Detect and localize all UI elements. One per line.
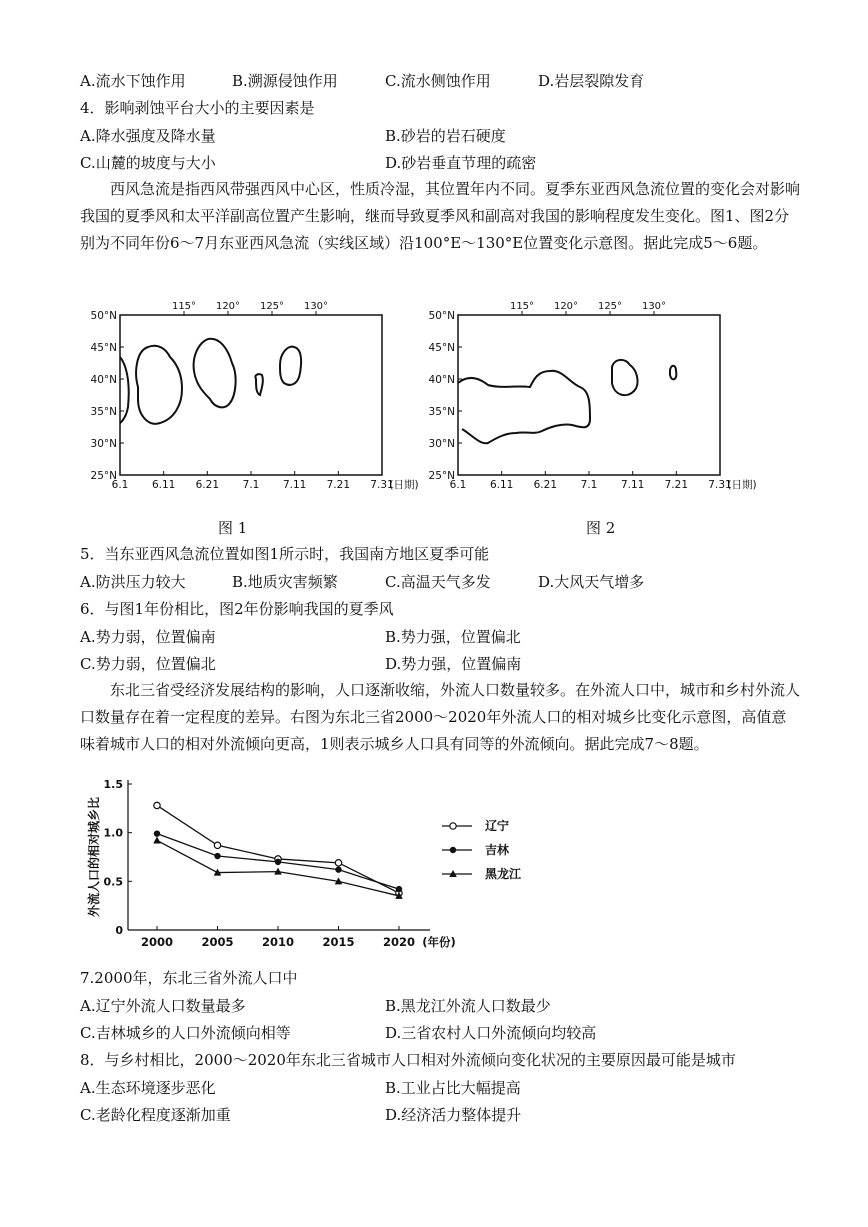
jet-region-outline [670,366,676,380]
longitude-tick-label: 125° [597,301,623,312]
q6-option-d: D.势力强，位置偏南 [385,655,522,673]
data-point [214,842,220,848]
figure-1-caption: 图 1 [218,519,248,537]
q4-option-c: C.山麓的坡度与大小 [80,154,216,172]
longitude-tick-label: 115° [509,301,535,312]
latitude-tick-label: 30°N [90,438,117,450]
date-tick-label: 7.11 [620,479,645,491]
y-tick-label: 0.5 [103,875,123,889]
date-tick-label: 7.31 [370,479,394,491]
y-tick-label: 1.0 [103,826,123,840]
date-tick-label: 7.1 [242,479,260,491]
date-unit-label: (日期) [389,479,419,491]
q4-option-d: D.砂岩垂直节理的疏密 [385,154,537,172]
data-point [154,802,160,808]
jet-region-outline [255,374,262,395]
q7-stem: 7.2000年，东北三省外流人口中 [80,969,298,987]
date-tick-label: 7.1 [580,479,598,491]
series-line [157,805,399,893]
map-frame [120,315,382,475]
latitude-tick-label: 40°N [428,374,455,386]
jet-region-outline [120,357,129,423]
passage-westerly-jet-text: 西风急流是指西风带强西风中心区，性质冷湿，其位置年内不同。夏季东亚西风急流位置的变化会对影响我国的夏季风和太平洋副高位置产生影响，继而导致夏季风和副高对我国的影响程度发生变化。图1、图2分别为不同年份6～7月东亚西风急流（实线区域）沿100°E～130°E位置变化示意图。据此完成5～6题。 [80,180,801,252]
latitude-tick-label: 50°N [428,310,455,322]
date-tick-label: 7.11 [282,479,307,491]
q7-option-b: B.黑龙江外流人口数最少 [385,997,551,1015]
legend-label: 黑龙江 [485,867,522,881]
figure-2-map [429,301,757,491]
data-point [275,859,281,865]
q8-option-a: A.生态环境逐步恶化 [80,1079,216,1097]
q5-stem: 5．当东亚西风急流位置如图1所示时，我国南方地区夏季可能 [80,545,490,563]
jet-region-outline [458,371,590,443]
date-tick-label: 6.1 [449,479,467,491]
q8-option-c: C.老龄化程度逐渐加重 [80,1106,231,1124]
q6-option-c: C.势力弱，位置偏北 [80,655,216,673]
data-point [335,866,341,872]
data-point [450,847,456,853]
q3-option-c: C.流水侧蚀作用 [385,72,491,90]
date-tick-label: 7.21 [664,479,689,491]
q6-option-b: B.势力强，位置偏北 [385,628,521,646]
data-point [154,830,160,836]
data-point [335,860,341,866]
latitude-tick-label: 45°N [90,342,117,354]
latitude-tick-label: 30°N [428,438,455,450]
q5-option-a: A.防洪压力较大 [80,573,186,591]
q3-option-b: B.溯源侵蚀作用 [232,72,338,90]
data-point [214,853,220,859]
q4-option-a: A.降水强度及降水量 [80,127,216,145]
q8-stem: 8．与乡村相比，2000～2020年东北三省城市人口相对外流倾向变化状况的主要原因最可能是城市 [80,1051,736,1069]
legend-label: 辽宁 [485,819,510,833]
x-tick-label: 2010 [261,935,295,949]
longitude-tick-label: 120° [215,301,241,312]
q4-option-b: B.砂岩的岩石硬度 [385,127,506,145]
data-point [396,886,402,892]
date-tick-label: 7.21 [326,479,351,491]
q8-option-d: D.经济活力整体提升 [385,1106,522,1124]
latitude-tick-label: 35°N [428,406,455,418]
longitude-tick-label: 120° [553,301,579,312]
map-frame [458,315,720,475]
latitude-tick-label: 35°N [90,406,117,418]
jet-region-outline [194,339,236,408]
q6-stem: 6．与图1年份相比，图2年份影响我国的夏季风 [80,600,394,618]
q7-option-d: D.三省农村人口外流倾向均较高 [385,1024,597,1042]
date-tick-label: 6.21 [195,479,220,491]
y-tick-label: 1.5 [103,778,123,791]
q5-option-c: C.高温天气多发 [385,573,491,591]
jet-figures [80,295,780,500]
date-tick-label: 7.31 [708,479,732,491]
x-tick-label: 2015 [322,935,355,949]
latitude-tick-label: 25°N [428,470,455,482]
data-point [153,836,161,843]
x-axis-label: (年份) [422,935,456,949]
q7-option-a: A.辽宁外流人口数量最多 [80,997,246,1015]
figure-1-map [91,301,419,491]
series-1 [154,830,402,892]
jet-region-outline [612,360,637,395]
q7-option-c: C.吉林城乡的人口外流倾向相等 [80,1024,291,1042]
legend-label: 吉林 [485,843,510,857]
passage-northeast-population [80,677,800,758]
passage-westerly-jet [80,176,800,257]
date-tick-label: 6.11 [151,479,176,491]
passage-northeast-population-text: 东北三省受经济发展结构的影响，人口逐渐收缩，外流人口数量较多。在外流人口中，城市和乡村外流人口数量存在着一定程度的差异。右图为东北三省2000～2020年外流人口的相对城乡比变化示意图，高值意味着城市人口的相对外流倾向更高，1则表示城乡人口具有同等的外流倾向。据此完成7～8题。 [80,681,801,753]
jet-region-outline [280,347,301,385]
jet-region-outline [136,346,182,424]
data-point [450,823,456,829]
date-tick-label: 6.21 [533,479,558,491]
x-tick-label: 2005 [201,935,234,949]
latitude-tick-label: 40°N [90,374,117,386]
date-unit-label: (日期) [727,479,757,491]
longitude-tick-label: 130° [641,301,667,312]
date-tick-label: 6.1 [111,479,129,491]
series-0 [154,802,402,896]
q3-option-a: A.流水下蚀作用 [80,72,186,90]
q5-option-d: D.大风天气增多 [538,573,645,591]
longitude-tick-label: 130° [303,301,329,312]
longitude-tick-label: 125° [259,301,285,312]
outflow-ratio-chart [80,770,522,955]
y-tick-label: 0 [115,924,123,937]
q4-stem: 4．影响剥蚀平台大小的主要因素是 [80,99,315,117]
longitude-tick-label: 115° [171,301,197,312]
q6-option-a: A.势力弱，位置偏南 [80,628,216,646]
x-tick-label: 2000 [140,935,174,949]
latitude-tick-label: 50°N [90,310,117,322]
latitude-tick-label: 45°N [428,342,455,354]
x-tick-label: 2020 [382,935,416,949]
q3-option-d: D.岩层裂隙发育 [538,72,645,90]
latitude-tick-label: 25°N [90,470,117,482]
y-axis-label: 外流人口的相对城乡比 [87,796,101,918]
figure-2-caption: 图 2 [586,519,616,537]
q5-option-b: B.地质灾害频繁 [232,573,338,591]
date-tick-label: 6.11 [489,479,514,491]
q8-option-b: B.工业占比大幅提高 [385,1079,521,1097]
